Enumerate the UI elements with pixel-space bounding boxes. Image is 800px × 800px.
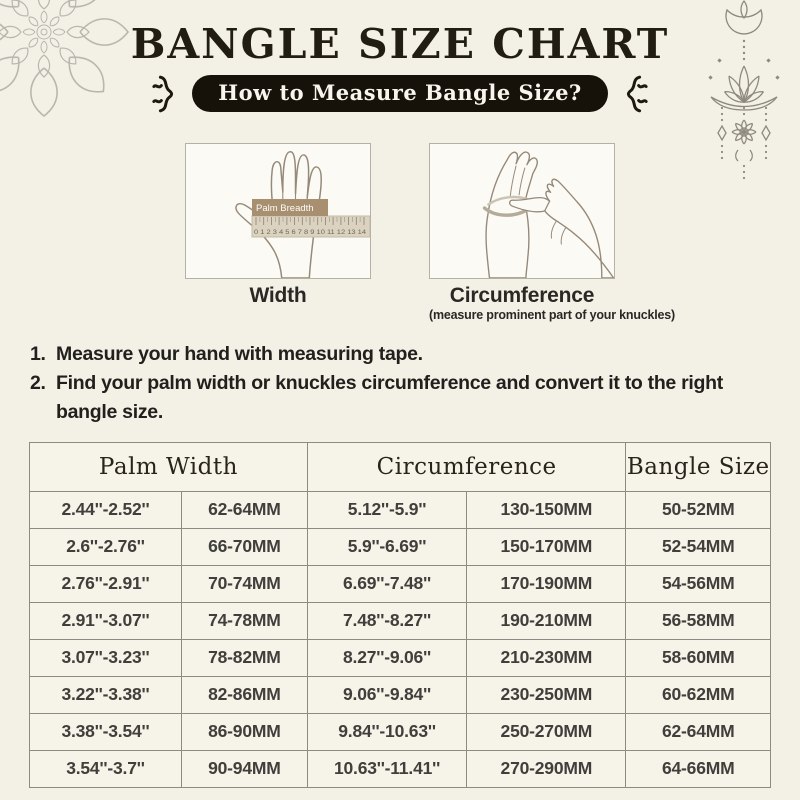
table-cell: 78-82MM [181,639,307,676]
hand-width-illustration [186,144,370,278]
table-cell: 2.76''-2.91'' [30,565,182,602]
table-cell: 50-52MM [626,491,771,528]
table-cell: 82-86MM [181,676,307,713]
table-cell: 150-170MM [467,528,626,565]
step-text: Find your palm width or knuckles circumference and convert it to the right bangle size. [56,371,723,423]
table-cell: 74-78MM [181,602,307,639]
table-cell: 52-54MM [626,528,771,565]
table-cell: 3.54''-3.7'' [30,750,182,787]
instruction-step-1 [30,340,746,369]
table-cell: 170-190MM [467,565,626,602]
step-number: 2. [30,371,46,394]
table-cell: 64-66MM [626,750,771,787]
width-figure [185,143,371,322]
how-to-measure-badge: How to Measure Bangle Size? [192,75,608,112]
table-cell: 58-60MM [626,639,771,676]
table-header-palm-width: Palm Width [30,442,308,491]
palm-breadth-tag [252,199,328,216]
table-row [30,676,771,713]
page-title: BANGLE SIZE CHART [130,20,670,68]
table-cell: 9.84''-10.63'' [307,713,466,750]
table-cell: 3.38''-3.54'' [30,713,182,750]
table-cell: 5.9''-6.69'' [307,528,466,565]
table-cell: 90-94MM [181,750,307,787]
hands-circumference-illustration [430,144,614,278]
table-header-row [30,442,771,491]
size-chart-table [29,442,771,788]
table-cell: 60-62MM [626,676,771,713]
table-cell: 56-58MM [626,602,771,639]
ruler-icon [252,216,370,237]
table-cell: 190-210MM [467,602,626,639]
table-cell: 250-270MM [467,713,626,750]
table-header-circumference: Circumference [307,442,626,491]
table-cell: 9.06''-9.84'' [307,676,466,713]
circumference-figure [429,143,676,322]
flourish-left-icon [152,75,180,113]
step-text: Measure your hand with measuring tape. [56,342,423,365]
table-cell: 130-150MM [467,491,626,528]
table-cell: 210-230MM [467,639,626,676]
table-cell: 5.12''-5.9'' [307,491,466,528]
circumference-caption: Circumference [449,283,595,307]
circumference-panel [429,143,615,279]
step-number: 1. [30,342,46,365]
mandala-corner-icon [0,0,136,132]
table-row [30,528,771,565]
circumference-note: (measure prominent part of your knuckles) [429,307,676,322]
width-panel [185,143,371,279]
table-cell: 70-74MM [181,565,307,602]
table-cell: 270-290MM [467,750,626,787]
table-cell: 54-56MM [626,565,771,602]
flourish-right-icon [620,75,648,113]
instruction-step-2 [30,369,746,427]
table-row [30,491,771,528]
lotus-ornament-icon [691,0,797,186]
table-row [30,713,771,750]
table-cell: 10.63''-11.41'' [307,750,466,787]
measure-panels [0,143,800,322]
table-header-bangle-size: Bangle Size [626,442,771,491]
table-cell: 86-90MM [181,713,307,750]
table-cell: 8.27''-9.06'' [307,639,466,676]
table-cell: 7.48''-8.27'' [307,602,466,639]
table-cell: 6.69''-7.48'' [307,565,466,602]
table-cell: 230-250MM [467,676,626,713]
table-row [30,639,771,676]
table-cell: 2.6''-2.76'' [30,528,182,565]
table-row [30,565,771,602]
palm-breadth-label: Palm Breadth [256,202,314,214]
table-cell: 62-64MM [626,713,771,750]
table-cell: 62-64MM [181,491,307,528]
table-row [30,602,771,639]
instructions-list [30,340,746,427]
table-cell: 3.22''-3.38'' [30,676,182,713]
table-cell: 2.91''-3.07'' [30,602,182,639]
table-cell: 3.07''-3.23'' [30,639,182,676]
ruler-numbers: 0 1 2 3 4 5 6 7 8 9 10 11 12 13 14 [254,229,367,236]
table-cell: 2.44''-2.52'' [30,491,182,528]
width-caption: Width [249,283,307,307]
table-cell: 66-70MM [181,528,307,565]
table-row [30,750,771,787]
